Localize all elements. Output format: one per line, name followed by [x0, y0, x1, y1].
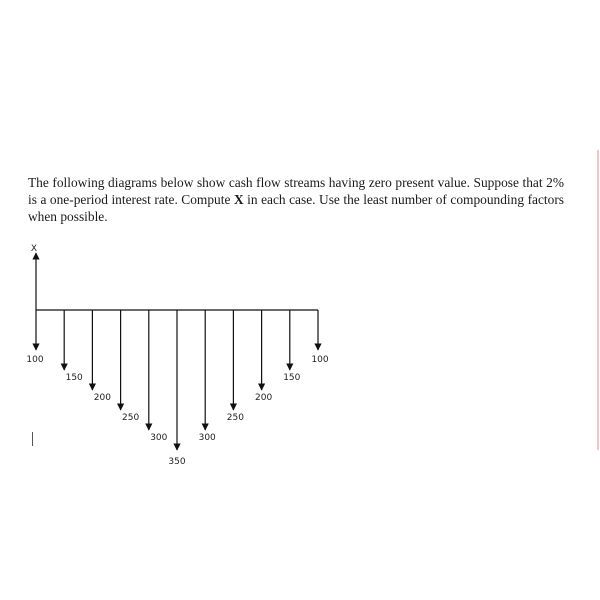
outflow-label: 200: [93, 393, 111, 403]
outflow-label: 100: [311, 355, 329, 365]
outflow-label: 300: [150, 433, 168, 443]
outflow-label: 200: [255, 393, 273, 403]
inflow-label-x: X: [30, 244, 38, 254]
outflow-label: 150: [283, 373, 301, 383]
outflow-label: 250: [226, 413, 244, 423]
problem-text-part1: The following diagrams below show cash flow streams having zero present value. Suppose that 2% is a one-period interest rate. Compute: [28, 175, 564, 207]
outflow-label: 300: [198, 433, 216, 443]
outflow-label: 350: [168, 457, 186, 467]
outflow-label: 250: [122, 413, 140, 423]
problem-text-variable: X: [233, 192, 244, 207]
problem-text-part2: in each case. Use the least number of compounding factors when possible.: [28, 192, 564, 224]
outflow-label: 100: [26, 355, 44, 365]
outflow-label: 150: [65, 373, 83, 383]
